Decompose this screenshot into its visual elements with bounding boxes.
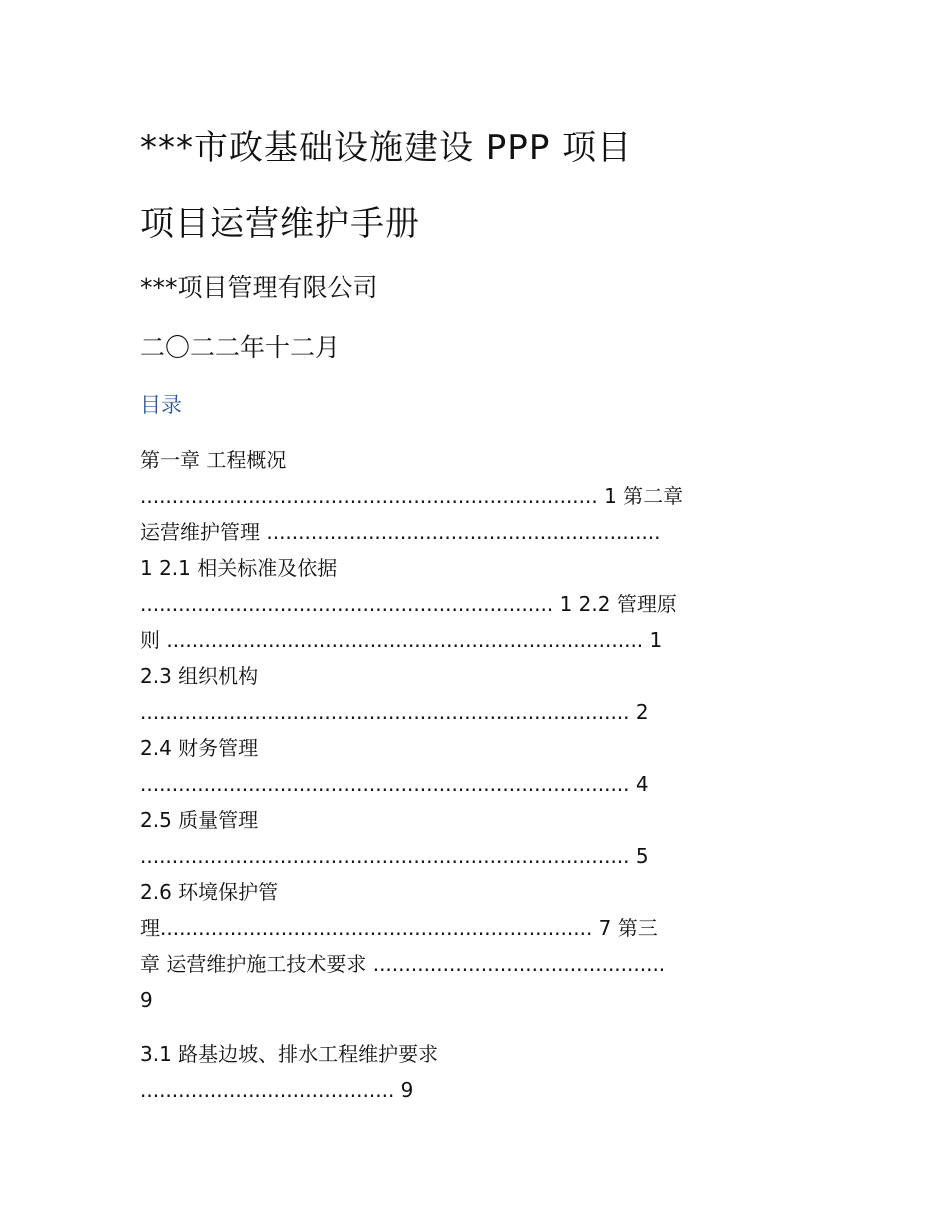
toc-line: 3.1 路基边坡、排水工程维护要求 — [140, 1042, 439, 1066]
toc-heading: 目录 — [140, 393, 182, 417]
toc-line: 则 ........................................................................... 1 — [140, 628, 663, 652]
toc-line: 1 2.1 相关标准及依据 — [140, 556, 338, 580]
table-of-contents — [140, 442, 820, 1108]
toc-line: 2.5 质量管理 — [140, 808, 259, 832]
toc-line: 2.6 环境保护管 — [140, 880, 279, 904]
toc-line: ........................................ 9 — [140, 1078, 414, 1102]
toc-line: ................................................................. 1 2.2 管理原 — [140, 592, 677, 616]
toc-line: 2.3 组织机构 — [140, 664, 259, 688]
toc-line: ............................................................................. 5 — [140, 844, 649, 868]
toc-line: ........................................................................ 1 第二章 — [140, 484, 684, 508]
toc-line: 章 运营维护施工技术要求 .............................................. — [140, 952, 666, 976]
document-title-line2: 项目运营维护手册 — [140, 204, 420, 244]
toc-line: 理.................................................................... 7 第三 — [140, 916, 658, 940]
toc-line: ............................................................................. 2 — [140, 700, 649, 724]
toc-line: 9 — [140, 988, 153, 1012]
toc-line: ............................................................................. 4 — [140, 772, 649, 796]
document-date: 二〇二二年十二月 — [140, 333, 341, 362]
document-title-line1: ***市政基础设施建设 PPP 项目 — [140, 128, 633, 168]
toc-line: 运营维护管理 .............................................................. — [140, 520, 661, 544]
toc-line: 2.4 财务管理 — [140, 736, 259, 760]
company-name: ***项目管理有限公司 — [140, 273, 378, 302]
toc-line: 第一章 工程概况 — [140, 448, 287, 472]
